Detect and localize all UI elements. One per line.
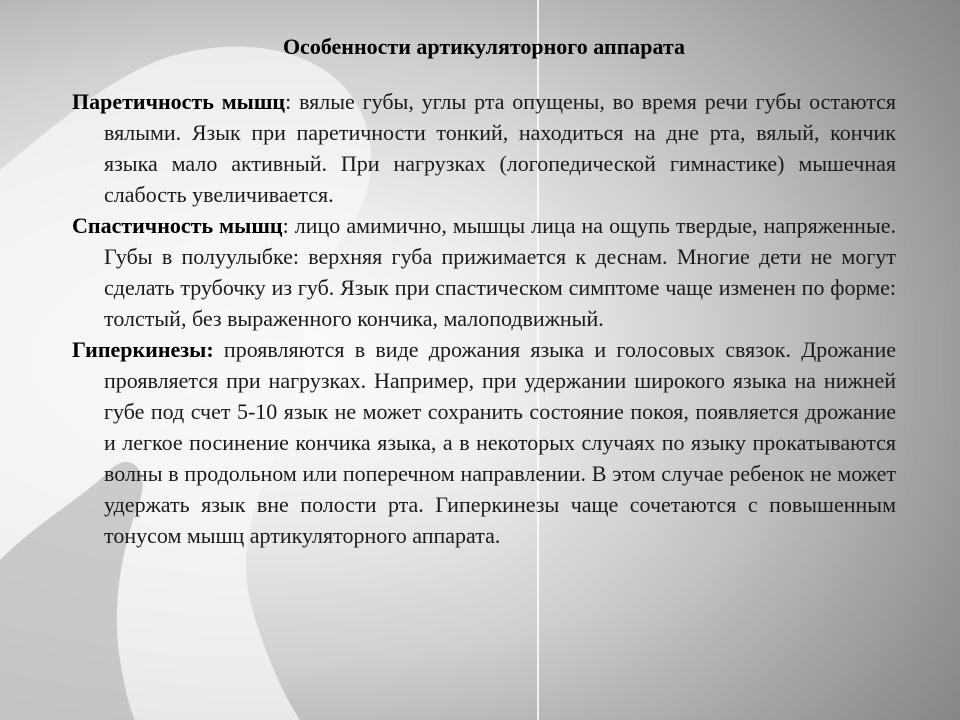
text-spastic: лицо амимично, мышцы лица на ощупь твердые, напряженные. Губы в полуулыбке: верхняя губа прижимается к деснам. Многие дети не могут сделать трубочку из губ. Язык при спастическом симптоме чаще изменен по форме: толстый, без выраженного кончика, малоподвижный. xyxy=(104,213,896,331)
term-hyperkinesis: Гиперкинезы: xyxy=(72,337,214,362)
text-hyperkinesis: проявляются в виде дрожания языка и голосовых связок. Дрожание проявляется при нагрузках. Например, при удержании широкого языка на нижней губе под счет 5-10 язык не может сохранить состояние покоя, появляется дрожание и легкое посинение кончика языка, а в некоторых случаях по языку прокатываются волны в продольном или поперечном направлении. В этом случае ребенок не может удержать язык вне полости рта. Гиперкинезы чаще сочетаются с повышенным тонусом мышц артикуляторного аппарата. xyxy=(104,337,896,548)
slide-title: Особенности артикуляторного аппарата xyxy=(282,34,686,59)
term-spastic: Спастичность мышц xyxy=(72,213,283,238)
separator-paretic: : xyxy=(285,89,300,114)
paragraph-hyperkinesis xyxy=(72,334,896,551)
paragraph-paretic xyxy=(72,86,896,210)
slide-content xyxy=(72,32,896,551)
separator-spastic: : xyxy=(282,213,295,238)
term-paretic: Паретичность мышц xyxy=(72,89,286,114)
paragraph-spastic xyxy=(72,210,896,334)
text-paretic: вялые губы, углы рта опущены, во время речи губы остаются вялыми. Язык при паретичности тонкий, находиться на дне рта, вялый, кончик языка мало активный. При нагрузках (логопедической гимнастике) мышечная слабость увеличивается. xyxy=(104,89,896,207)
separator-hyperkinesis xyxy=(214,337,224,362)
